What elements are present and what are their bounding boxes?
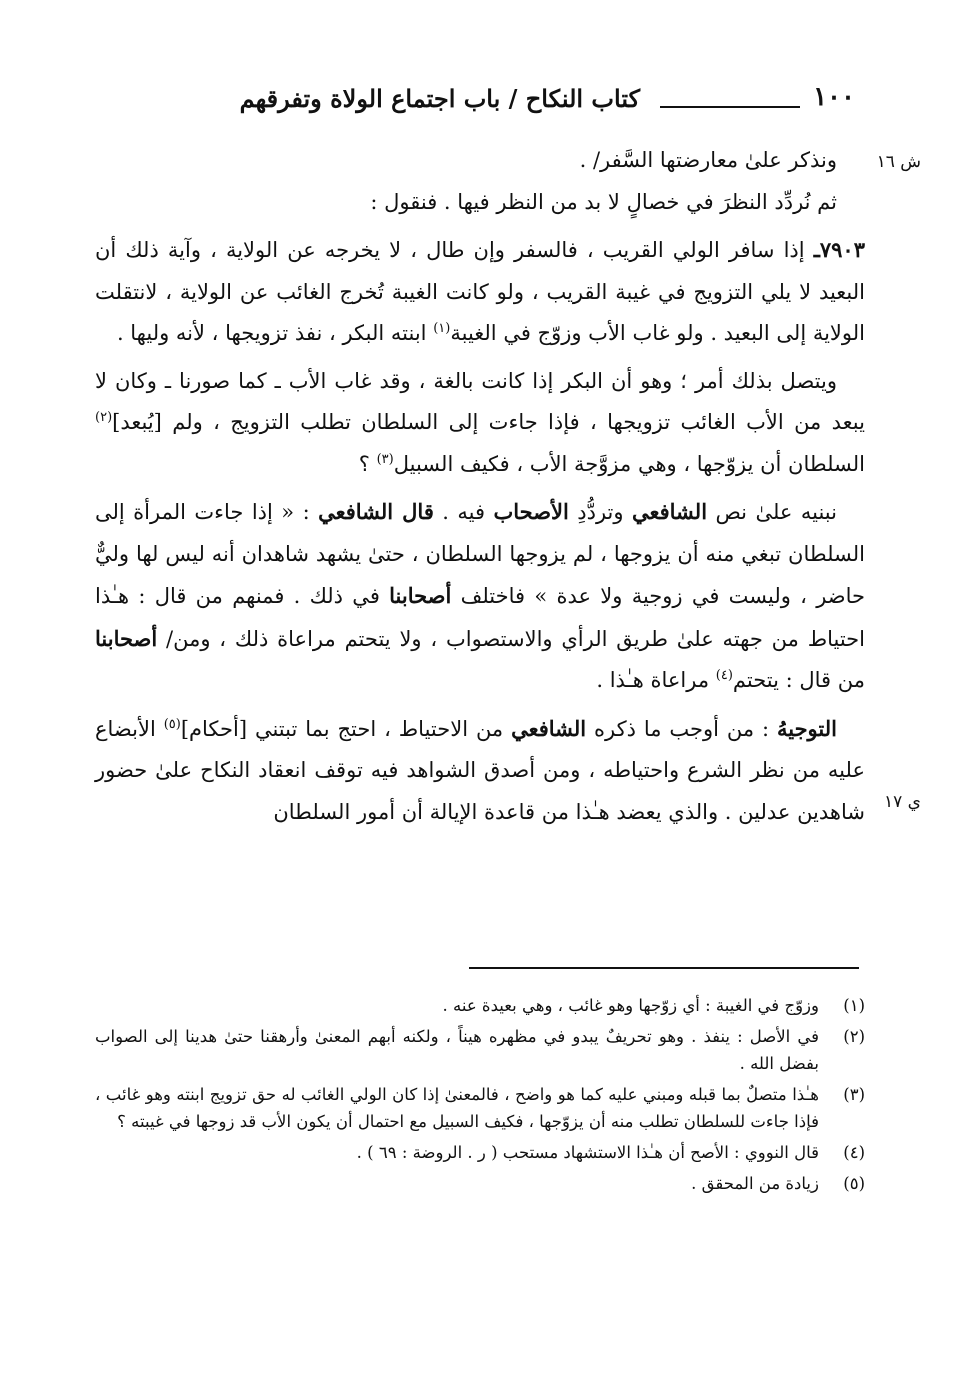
text-run: إذا سافر الولي القريب ، فالسفر وإن طال ، لا يخرجه عن الولاية ، وآية ذلك أن البعيد لا يلي التزويج في غيبة القريب ، ولو كانت الغيبة تُخرج الغائب عن الولاية ، لانتقلت الولاية إلى البعيد . ولو غاب الأب وزوّج في الغيبة [95, 238, 865, 345]
header-rule [660, 106, 800, 108]
running-header [95, 82, 855, 122]
footnote-ref[interactable]: (٥) [163, 716, 181, 732]
main-text [95, 140, 865, 839]
bold-term: أصحابنا [389, 583, 452, 608]
footnote-text: قال النووي : الأصح أن هـٰذا الاستشهاد مستحب ( ر . الروضة : ٦٩ ) . [356, 1143, 819, 1162]
paragraph: ونذكر علىٰ معارضتها السَّفر/ . [579, 148, 837, 172]
footnote-number: (٤) [843, 1143, 865, 1162]
footnote-ref[interactable]: (٤) [715, 668, 733, 683]
footnote-text: هـٰذا متصلٌ بما قبله ومبني عليه كما هو واضح ، فالمعنىٰ إذا كان الولي الغائب له حق تزويج ابنته وهو غائب ، فإذا جاءت للسلطان تطلب منه أن يزوّجها ، فكيف السبيل مع احتمال أن يكون الأب قد زوجها في غيبته ؟ [95, 1085, 819, 1131]
bold-term: الشافعي [511, 715, 587, 741]
footnote-number: (٣) [843, 1085, 865, 1104]
text-run: من الاحتياط ، احتج بما تبتني [أحكام] [180, 716, 512, 741]
text-run: ؟ [358, 451, 377, 476]
text-run: من قال : يتحتم [732, 668, 865, 692]
footnote-number: (٥) [843, 1174, 865, 1193]
text-run: مراعاة هـٰذا . [596, 668, 716, 692]
text-run: : « إذا جاءت المرأة إلى السلطان تبغي منه أن يزوجها ، لم يزوجها السلطان ، حتىٰ يشهد شاهدان أنه ليس لها وليٌّ حاضر ، وليست في زوجية ولا عدة » فاختلف [95, 500, 865, 608]
text-run: نبنيه علىٰ نص [707, 500, 837, 524]
footnote [95, 992, 865, 1019]
bold-term: أصحابنا [95, 625, 158, 651]
bold-term: التوجيهُ [776, 715, 837, 741]
footnote-separator [469, 967, 859, 969]
text-run: فيه . [433, 500, 494, 524]
bold-term: قال الشافعي [318, 499, 434, 524]
footnote [95, 1139, 865, 1166]
paragraph [95, 491, 865, 702]
text-run: الأبضاع عليه من نظر الشرع واحتياطه ، ومن أصدق الشواهد فيه توقف انعقاد النكاح علىٰ حضور شاهدين عدلين . والذي يعضد هـٰذا من قاعدة الإيالة أن أمور السلطان [95, 716, 865, 824]
footnote-text: في الأصل : ينفذ . وهو تحريفٌ يبدو في مظهره هيناً ، ولكنه أبهم المعنىٰ وأرهقنا حتىٰ هدينا إلى الصواب بفضل الله . [95, 1027, 819, 1073]
text-run: ابنته البكر ، نفذ تزويجها ، لأنه وليها . [116, 321, 434, 345]
bold-term: الشافعي [631, 499, 708, 524]
text-run: ويتصل بذلك أمر ؛ وهو أن البكر إذا كانت بالغة ، وقد غاب الأب ـ كما صورنا ـ وكان لا يبعد من الأب الغائب تزويجها ، فإذا جاءت إلى السلطان تطلب التزويج ، ولم [يُبعد] [95, 368, 865, 434]
paragraph [95, 361, 865, 486]
footnote [95, 1170, 865, 1197]
text-run: السلطان أن يزوّجها ، وهي مزوَّجة الأب ، فكيف السبيل [393, 451, 865, 476]
footnote-number: (٢) [843, 1027, 865, 1046]
paragraph: ثم نُردِّد النظرَ في خصالٍ لا بد من النظر فيها . فنقول : [370, 189, 837, 214]
text-run: وتردُّدِ [568, 500, 632, 524]
footnote-number: (١) [843, 996, 865, 1015]
text-run: في ذلك . فمنهم من قال : هـٰذا احتياط من جهته علىٰ طريق الرأي والاستصواب ، ولا يتحتم مراعاة ذلك ، ومن/ [95, 584, 865, 651]
footnote-ref[interactable]: (٣) [376, 451, 394, 467]
bold-term: الأصحاب [493, 499, 569, 524]
footnote [95, 1081, 865, 1135]
paragraph-7903 [95, 229, 865, 355]
footnote-text: وزوّج في الغيبة : أي زوّجها وهو غائب ، وهي بعيدة عنه . [442, 996, 819, 1015]
paragraph [95, 708, 865, 834]
paragraph-number: ٧٩٠٣ـ [813, 237, 865, 262]
margin-reference-sh16: ش ١٦ [876, 152, 921, 172]
footnote-ref[interactable]: (٢) [95, 410, 113, 425]
footnote-ref[interactable]: (١) [433, 321, 451, 336]
page-number: ١٠٠ [813, 82, 855, 112]
text-run: : من أوجب ما ذكره [586, 716, 777, 741]
footnotes [95, 992, 865, 1201]
footnote [95, 1023, 865, 1077]
footnote-text: زيادة من المحقق . [691, 1174, 819, 1193]
margin-reference-y17: ي ١٧ [884, 792, 921, 812]
running-title: كتاب النكاح / باب اجتماع الولاة وتفرقهم [239, 84, 640, 113]
